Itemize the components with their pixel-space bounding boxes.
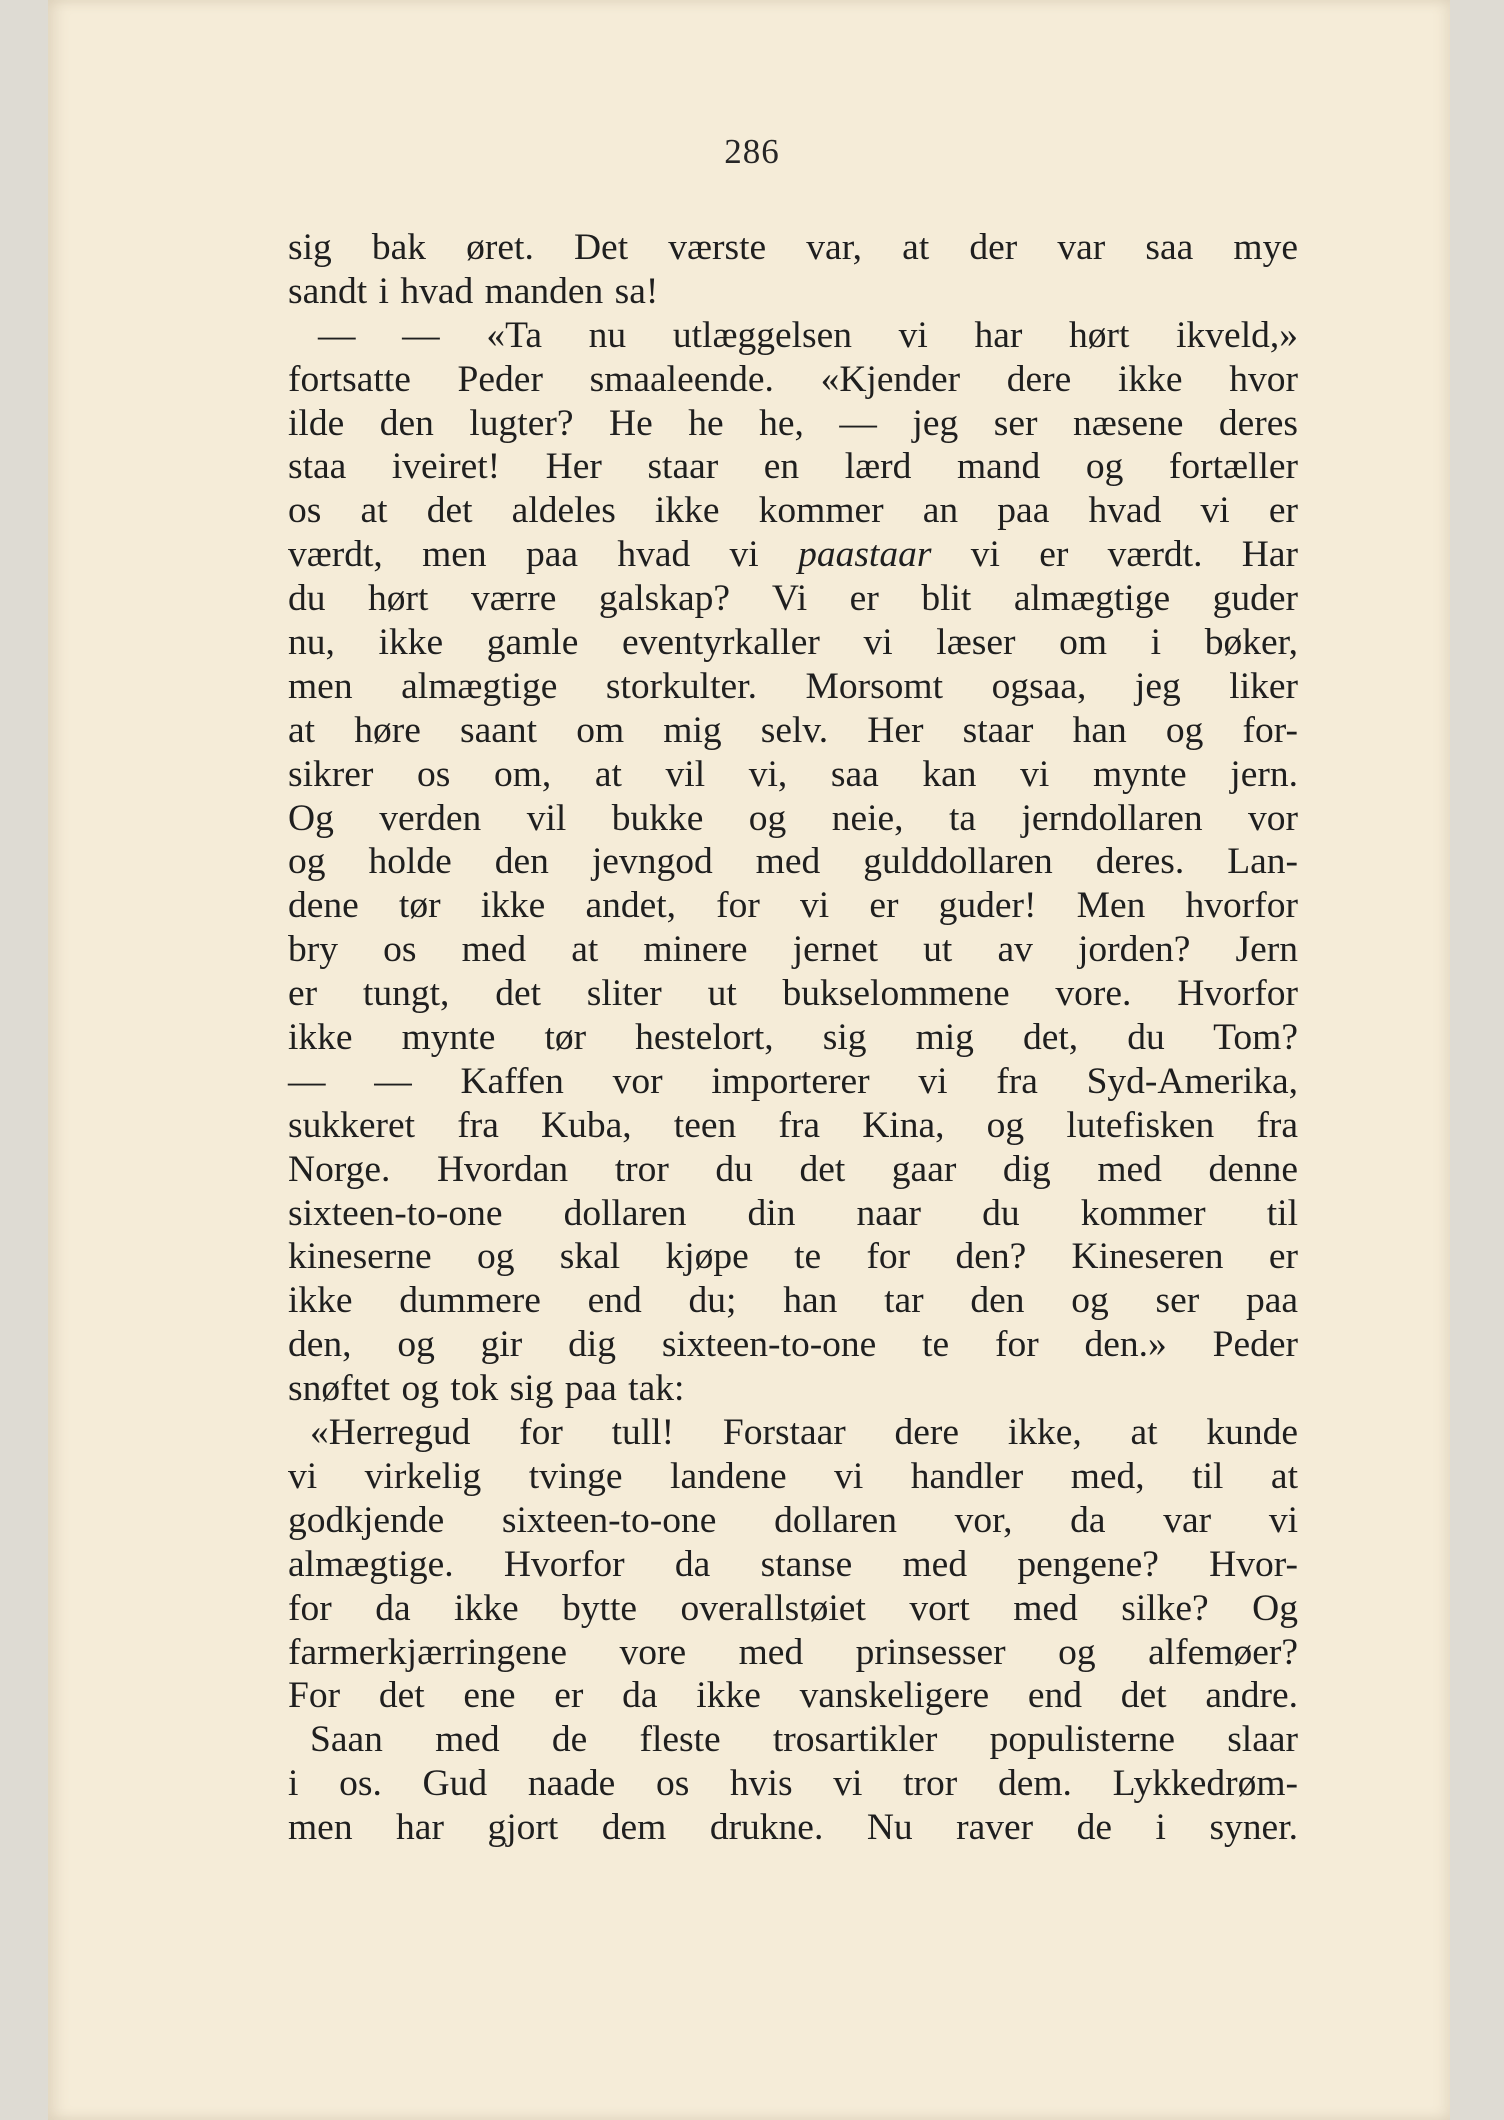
text-line: du hørt værre galskap? Vi er blit almægtige guder <box>288 578 1298 620</box>
text-line: — — Kaffen vor importerer vi fra Syd-Amerika, <box>288 1060 1298 1102</box>
text-segment: værdt, men paa hvad vi <box>288 534 759 576</box>
text-line: sixteen-to-one dollaren din naar du kommer til <box>288 1192 1298 1234</box>
text-line: «Herregud for tull! Forstaar dere ikke, at kunde <box>310 1412 1298 1454</box>
text-line: sandt i hvad manden sa! <box>288 270 659 312</box>
text-line: vi virkelig tvinge landene vi handler med, til at <box>288 1455 1298 1497</box>
text-line: For det ene er da ikke vanskeligere end det andre. <box>288 1675 1298 1717</box>
text-line: for da ikke bytte overallstøiet vort med silke? Og <box>288 1587 1298 1629</box>
emphasized-word: paastaar <box>798 534 932 576</box>
page-number: 286 <box>724 132 780 171</box>
text-line: men har gjort dem drukne. Nu raver de i syner. <box>288 1807 1298 1849</box>
text-line: snøftet og tok sig paa tak: <box>288 1368 685 1410</box>
text-line: sukkeret fra Kuba, teen fra Kina, og lutefisken fra <box>288 1104 1298 1146</box>
text-line: godkjende sixteen-to-one dollaren vor, da var vi <box>288 1499 1298 1541</box>
text-line-with-emphasis <box>288 533 1298 577</box>
text-line: ilde den lugter? He he he, — jeg ser næsene deres <box>288 402 1298 444</box>
text-line: Norge. Hvordan tror du det gaar dig med denne <box>288 1148 1298 1190</box>
text-line: kineserne og skal kjøpe te for den? Kineseren er <box>288 1236 1298 1278</box>
text-line: Og verden vil bukke og neie, ta jerndollaren vor <box>288 797 1298 839</box>
text-line: os at det aldeles ikke kommer an paa hvad vi er <box>288 490 1298 532</box>
text-line: dene tør ikke andet, for vi er guder! Men hvorfor <box>288 885 1298 927</box>
text-line: nu, ikke gamle eventyrkaller vi læser om i bøker, <box>288 622 1298 664</box>
text-line: fortsatte Peder smaaleende. «Kjender dere ikke hvor <box>288 358 1298 400</box>
text-line: ikke dummere end du; han tar den og ser paa <box>288 1280 1298 1322</box>
text-line: — — «Ta nu utlæggelsen vi har hørt ikveld,» <box>318 314 1298 356</box>
text-line: og holde den jevngod med gulddollaren deres. Lan- <box>288 841 1298 883</box>
text-line: men almægtige storkulter. Morsomt ogsaa, jeg liker <box>288 665 1298 707</box>
text-line: at høre saant om mig selv. Her staar han og for- <box>288 709 1298 751</box>
text-line: i os. Gud naade os hvis vi tror dem. Lykkedrøm- <box>288 1763 1298 1805</box>
text-line: sikrer os om, at vil vi, saa kan vi mynte jern. <box>288 753 1298 795</box>
text-line: Saan med de fleste trosartikler populisterne slaar <box>310 1719 1298 1761</box>
text-line: bry os med at minere jernet ut av jorden? Jern <box>288 929 1298 971</box>
text-line: almægtige. Hvorfor da stanse med pengene? Hvor- <box>288 1543 1298 1585</box>
text-segment: vi er værdt. Har <box>970 534 1299 576</box>
text-line: den, og gir dig sixteen-to-one te for den.» Peder <box>288 1324 1298 1366</box>
text-line: sig bak øret. Det værste var, at der var saa mye <box>288 227 1298 268</box>
text-line: farmerkjærringene vore med prinsesser og alfemøer? <box>288 1631 1298 1673</box>
text-line: ikke mynte tør hestelort, sig mig det, du Tom? <box>288 1017 1298 1059</box>
text-line: staa iveiret! Her staar en lærd mand og fortæller <box>288 446 1298 488</box>
body-text <box>288 226 1298 1850</box>
text-line: er tungt, det sliter ut bukselommene vore. Hvorfor <box>288 973 1298 1015</box>
